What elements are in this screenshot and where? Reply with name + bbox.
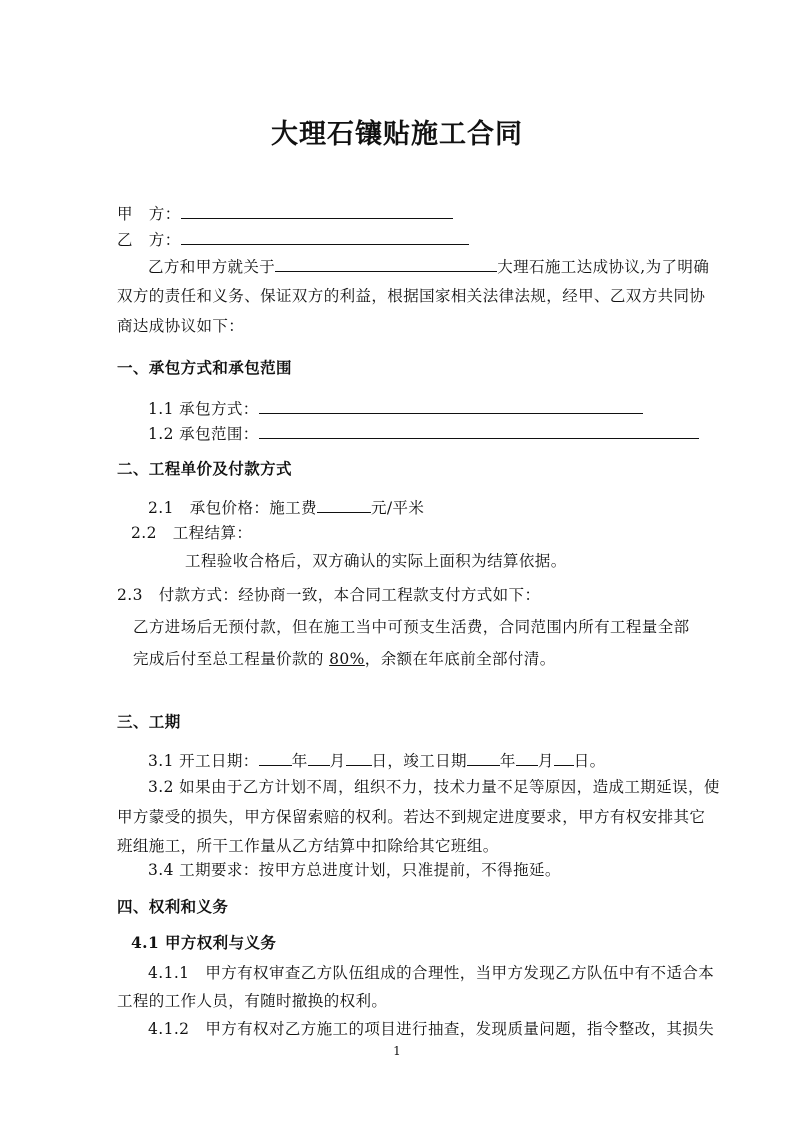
item-label: 1.1 承包方式： bbox=[148, 400, 259, 418]
subsection-4-1-heading: 4.1 甲方权利与义务 bbox=[131, 933, 277, 952]
item-3-4: 3.4 工期要求：按甲方总进度计划，只准提前，不得拖延。 bbox=[148, 861, 561, 879]
item-3-2-line-2: 甲方蒙受的损失，甲方保留索赔的权利。若达不到规定进度要求，甲方有权安排其它 bbox=[117, 808, 706, 826]
item-3-2-line-1: 3.2 如果由于乙方计划不周，组织不力，技术力量不足等原因，造成工期延误，使 bbox=[148, 778, 720, 796]
year-label: 年 bbox=[499, 752, 516, 770]
day-label: 日。 bbox=[573, 752, 606, 770]
month-label: 月 bbox=[537, 752, 554, 770]
year-label: 年 bbox=[291, 752, 308, 770]
item-2-1 bbox=[148, 497, 424, 517]
date-blank bbox=[554, 750, 574, 766]
date-blank bbox=[259, 750, 292, 766]
month-label: 月 bbox=[329, 752, 346, 770]
item-label: 1.2 承包范围： bbox=[148, 425, 259, 443]
item-3-2-line-3: 班组施工，所干工作量从乙方结算中扣除给其它班组。 bbox=[117, 837, 499, 855]
contract-scope-blank bbox=[259, 423, 699, 439]
unit: 元/平米 bbox=[370, 499, 425, 517]
item-4-1-1-line-1: 4.1.1 甲方有权审查乙方队伍组成的合理性，当甲方发现乙方队伍中有不适合本 bbox=[148, 964, 715, 982]
item-2-2: 2.2 工程结算： bbox=[131, 524, 253, 542]
item-2-3-text-2 bbox=[133, 650, 556, 668]
page-number: 1 bbox=[393, 1044, 401, 1058]
intro-text: 乙方和甲方就关于 bbox=[148, 258, 276, 276]
item-2-2-text: 工程验收合格后，双方确认的实际上面积为结算依据。 bbox=[185, 552, 567, 570]
party-a-blank bbox=[181, 203, 453, 219]
item-4-1-1-line-2: 工程的工作人员，有随时撤换的权利。 bbox=[117, 992, 388, 1010]
section-3-heading: 三、工期 bbox=[117, 712, 181, 731]
item-2-3-text-1: 乙方进场后无预付款，但在施工当中可预支生活费，合同范围内所有工程量全部 bbox=[133, 618, 690, 636]
item-3-1 bbox=[148, 750, 606, 770]
document-title: 大理石镶贴施工合同 bbox=[271, 119, 523, 150]
item-label: 3.1 开工日期： bbox=[148, 752, 259, 770]
date-blank bbox=[308, 750, 330, 766]
intro-line-3: 商达成协议如下： bbox=[117, 317, 245, 335]
text: 完成后付至总工程量价款的 bbox=[133, 650, 324, 668]
date-blank bbox=[346, 750, 372, 766]
party-a-label: 甲 方： bbox=[117, 205, 181, 223]
item-2-3: 2.3 付款方式：经协商一致，本合同工程款支付方式如下： bbox=[117, 586, 541, 604]
section-2-heading: 二、工程单价及付款方式 bbox=[117, 459, 292, 478]
party-b-label: 乙 方： bbox=[117, 231, 181, 249]
party-b-line bbox=[117, 229, 469, 249]
contract-mode-blank bbox=[259, 398, 643, 414]
item-label: 2.1 承包价格：施工费 bbox=[148, 499, 317, 517]
item-4-1-2: 4.1.2 甲方有权对乙方施工的项目进行抽查，发现质量问题，指令整改，其损失 bbox=[148, 1020, 715, 1038]
intro-line-1 bbox=[148, 256, 709, 276]
section-1-heading: 一、承包方式和承包范围 bbox=[117, 358, 292, 377]
text: ，余额在年底前全部付清。 bbox=[364, 650, 556, 668]
intro-text: 大理石施工达成协议,为了明确 bbox=[497, 258, 710, 276]
party-a-line bbox=[117, 203, 453, 223]
percentage: 80% bbox=[329, 650, 365, 668]
day-label: 日，竣工日期 bbox=[371, 752, 467, 770]
date-blank bbox=[516, 750, 538, 766]
intro-line-2: 双方的责任和义务、保证双方的利益，根据国家相关法律法规，经甲、乙双方共同协 bbox=[117, 287, 706, 305]
date-blank bbox=[467, 750, 500, 766]
party-b-blank bbox=[181, 229, 469, 245]
item-1-1 bbox=[148, 398, 643, 418]
item-1-2 bbox=[148, 423, 699, 443]
project-blank bbox=[275, 256, 497, 272]
section-4-heading: 四、权利和义务 bbox=[117, 897, 229, 916]
price-blank bbox=[317, 497, 371, 513]
